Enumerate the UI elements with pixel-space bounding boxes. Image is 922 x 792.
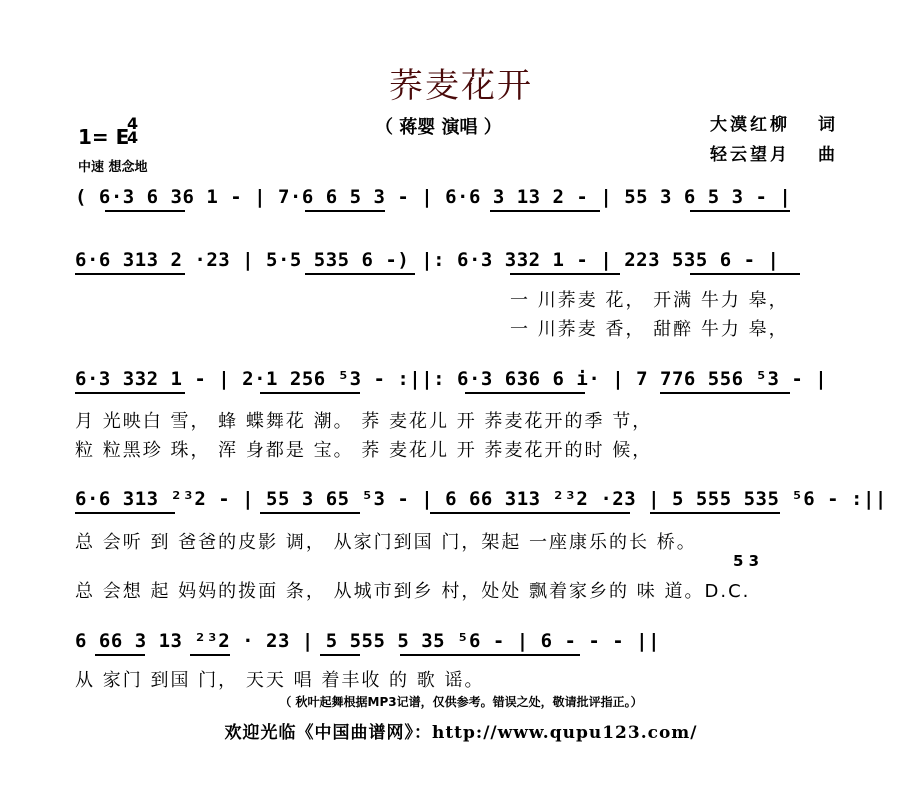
- beam-underline: [510, 273, 620, 275]
- song-title: 荞麦花开: [389, 66, 533, 106]
- composer-role: 曲: [818, 145, 838, 165]
- beam-underline: [305, 273, 415, 275]
- time-signature: [127, 114, 139, 147]
- lyric-line-3-verse-1: 月 光映白 雪， 蜂 蝶舞花 潮。 荞 麦花儿 开 荞麦花开的季 节，: [75, 411, 653, 432]
- beam-underline: [75, 392, 185, 394]
- lyric-line-5: 从 家门 到国 门， 天天 唱 着丰收 的 歌 谣。: [75, 670, 485, 691]
- beam-underline: [105, 210, 185, 212]
- beam-underline: [305, 210, 385, 212]
- lyric-line-3-verse-2: 粒 粒黑珍 珠， 浑 身都是 宝。 荞 麦花儿 开 荞麦花开的时 候，: [75, 440, 653, 461]
- beam-underline: [650, 512, 780, 514]
- lyric-line-4-verse-2: 总 会想 起 妈妈的拨面 条， 从城市到乡 村，处处 飘着家乡的 味 道。D.C.: [75, 581, 751, 602]
- site-footer: 欢迎光临《中国曲谱网》：http://www.qupu123.com/: [224, 723, 698, 743]
- beam-underline: [430, 512, 630, 514]
- score-line-3: 6·3 332 1 - | 2·1 256 ⁵3 - :||: 6·3 636 6 i· | 7 776 556 ⁵3 - |: [75, 368, 828, 390]
- alt-notes-marker: 5 3: [733, 552, 760, 570]
- beam-underline: [75, 273, 185, 275]
- transcription-note: （ 秋叶起舞根据MP3记谱，仅供参考。错误之处，敬请批评指正。）: [279, 695, 643, 709]
- score-line-2: 6·6 313 2 ·23 | 5·5 535 6 -) |: 6·3 332 1 - | 223 535 6 - |: [75, 249, 780, 271]
- time-signature-bottom: 4: [127, 128, 139, 147]
- beam-underline: [690, 210, 790, 212]
- composer-name: 轻云望月: [710, 145, 790, 165]
- lyric-line-4-verse-1: 总 会听 到 爸爸的皮影 调， 从家门到国 门，架起 一座康乐的长 桥。: [75, 532, 697, 553]
- score-line-5: 6 66 3 13 ²³2 · 23 | 5 555 5 35 ⁵6 - | 6 - - - ||: [75, 630, 661, 652]
- beam-underline: [75, 512, 175, 514]
- beam-underline: [660, 392, 790, 394]
- beam-underline: [490, 210, 600, 212]
- tempo-marking: 中速 想念地: [78, 160, 148, 175]
- key-signature: 1= E: [78, 125, 130, 149]
- beam-underline: [465, 392, 585, 394]
- beam-underline: [260, 512, 360, 514]
- beam-underline: [190, 654, 230, 656]
- lyricist-role: 词: [818, 115, 838, 135]
- score-line-4: 6·6 313 ²³2 - | 55 3 65 ⁵3 - | 6 66 313 ²³2 ·23 | 5 555 535 ⁵6 - :||: [75, 488, 887, 510]
- beam-underline: [690, 273, 800, 275]
- lyric-line-2-verse-1: 一 川荞麦 花， 开满 牛力 皋，: [510, 290, 789, 311]
- time-signature-top: 4: [127, 114, 139, 133]
- beam-underline: [260, 392, 360, 394]
- beam-underline: [95, 654, 145, 656]
- lyricist-name: 大漠红柳: [710, 115, 790, 135]
- score-line-1: ( 6·3 6 36 1 - | 7·6 6 5 3 - | 6·6 3 13 2 - | 55 3 6 5 3 - |: [75, 186, 792, 208]
- singer-credit: （ 蒋婴 演唱 ）: [375, 117, 502, 138]
- beam-underline: [400, 654, 580, 656]
- beam-underline: [320, 654, 360, 656]
- lyric-line-2-verse-2: 一 川荞麦 香， 甜醉 牛力 皋，: [510, 319, 789, 340]
